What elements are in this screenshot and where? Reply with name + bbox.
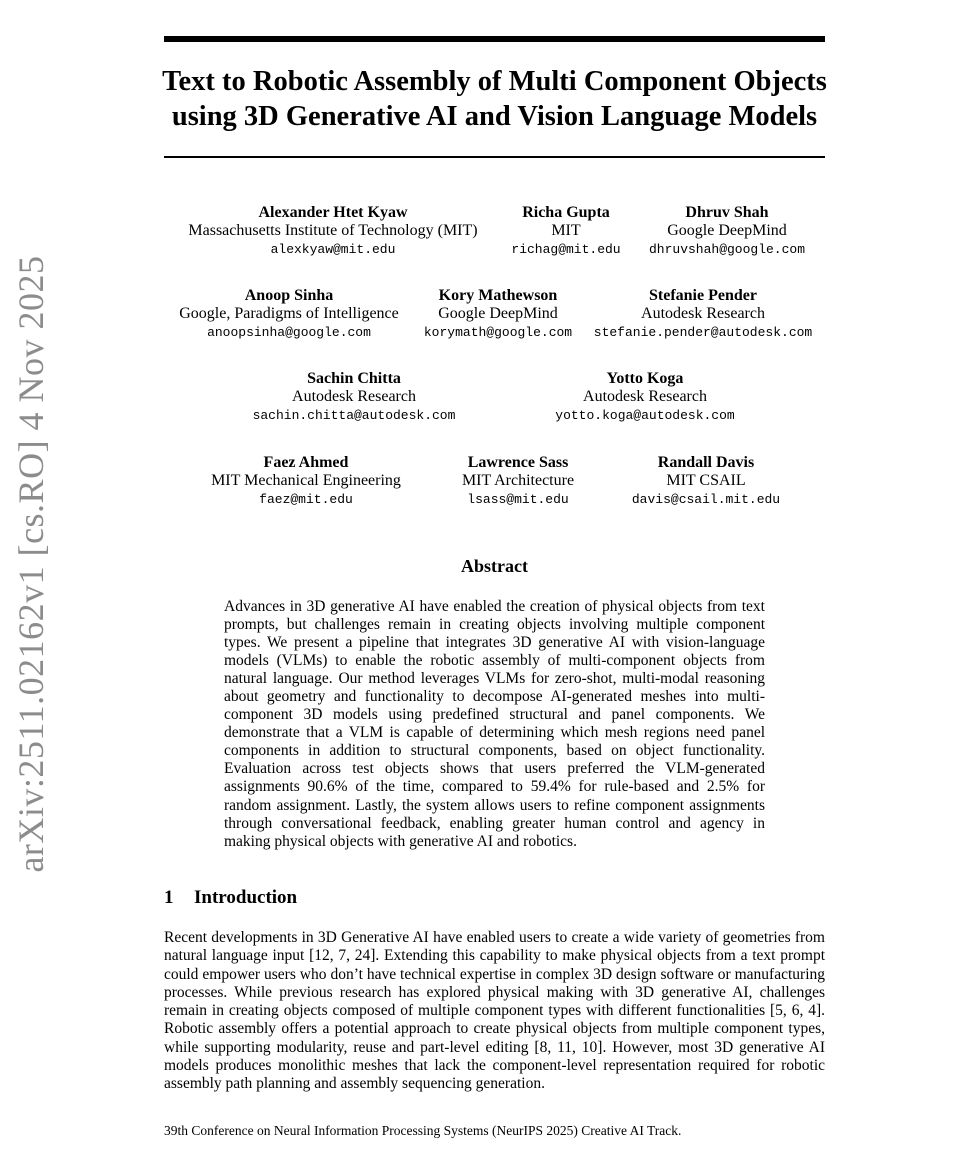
author-email[interactable]: stefanie.pender@autodesk.com: [593, 325, 813, 340]
author-name: Faez Ahmed: [263, 454, 349, 471]
author-block: [424, 287, 572, 343]
author-affiliation: Google DeepMind: [667, 222, 787, 239]
author-affiliation: Autodesk Research: [583, 388, 707, 405]
author-email[interactable]: faez@mit.edu: [259, 492, 353, 507]
title-top-rule: [164, 36, 825, 42]
author-affiliation: Autodesk Research: [641, 305, 765, 322]
section-heading-introduction: [164, 887, 297, 909]
author-affiliation: MIT Mechanical Engineering: [211, 472, 401, 489]
author-name: Dhruv Shah: [685, 204, 769, 221]
author-name: Stefanie Pender: [649, 287, 757, 304]
author-block: [511, 204, 620, 260]
author-name: Richa Gupta: [522, 204, 610, 221]
author-block: [594, 287, 812, 343]
abstract-heading: Abstract: [461, 556, 528, 576]
author-email[interactable]: alexkyaw@mit.edu: [270, 242, 396, 257]
author-name: Anoop Sinha: [244, 287, 334, 304]
author-affiliation: Autodesk Research: [292, 388, 416, 405]
author-block: [179, 287, 399, 343]
title-line-1: Text to Robotic Assembly of Multi Component Objects: [162, 66, 827, 97]
author-affiliation: Google DeepMind: [438, 305, 558, 322]
author-name: Lawrence Sass: [467, 454, 569, 471]
author-block: [649, 204, 805, 260]
conference-footnote: 39th Conference on Neural Information Processing Systems (NeurIPS 2025) Creative AI Track.: [164, 1123, 682, 1138]
arxiv-sidebar: [0, 0, 60, 1165]
author-email[interactable]: korymath@google.com: [423, 325, 573, 340]
author-email[interactable]: davis@csail.mit.edu: [631, 492, 781, 507]
paper-title: [150, 64, 839, 134]
title-bottom-rule: [164, 156, 825, 158]
author-email[interactable]: sachin.chitta@autodesk.com: [252, 408, 456, 423]
introduction-text: Recent developments in 3D Generative AI have enabled users to create a wide variety of geometries from natural language input [12, 7, 24]. Extending this capability to make physical objects from a text prompt could empower users who don’t have technical expertise in complex 3D design software or manufacturing processes. While previous research has explored physical making with 3D generative AI, challenges remain in creating objects composed of multiple component types with different functionalities [5, 6, 4]. Robotic assembly offers a potential approach to create physical objects from multiple component types, while supporting modularity, reuse and part-level editing [8, 11, 10]. However, most 3D generative AI models produces monolithic meshes that lack the component-level representation required for robotic assembly path planning and assembly sequencing generation.: [164, 929, 825, 1093]
author-affiliation: Google, Paradigms of Intelligence: [179, 305, 399, 322]
author-affiliation: Massachusetts Institute of Technology (MIT): [188, 222, 478, 239]
title-line-2: using 3D Generative AI and Vision Language Models: [171, 101, 818, 132]
section-title: Introduction: [194, 887, 298, 908]
author-affiliation: MIT Architecture: [461, 472, 575, 489]
abstract-text: Advances in 3D generative AI have enabled the creation of physical objects from text prompts, but challenges remain in creating objects involving multiple component types. We present a pipeline that integrates 3D generative AI with vision-language models (VLMs) to enable the robotic assembly of multi-component objects from natural language. Our method leverages VLMs for zero-shot, multi-modal reasoning about geometry and functionality to decompose AI-generated meshes into multi-component 3D models using predefined structural and panel components. We demonstrate that a VLM is capable of determining which mesh regions need panel components in addition to structural components, based on object functionality. Evaluation across test objects shows that users preferred the VLM-generated assignments 90.6% of the time, compared to 59.4% for rule-based and 2.5% for random assignment. Lastly, the system allows users to refine component assignments through conversational feedback, enabling greater human control and agency in making physical objects with generative AI and robotics.: [224, 598, 765, 850]
author-name: Alexander Htet Kyaw: [258, 204, 408, 221]
author-email[interactable]: yotto.koga@autodesk.com: [555, 408, 735, 423]
author-email[interactable]: dhruvshah@google.com: [648, 242, 806, 257]
author-block: [188, 204, 477, 260]
author-name: Randall Davis: [657, 454, 755, 471]
author-affiliation: MIT: [551, 222, 581, 239]
author-name: Yotto Koga: [606, 370, 684, 387]
author-name: Kory Mathewson: [438, 287, 558, 304]
author-name: Sachin Chitta: [307, 370, 401, 387]
author-block: [555, 370, 734, 426]
author-block: [462, 454, 574, 510]
author-block: [253, 370, 456, 426]
author-email[interactable]: richag@mit.edu: [511, 242, 621, 257]
arxiv-id-stamp: arXiv:2511.02162v1 [cs.RO] 4 Nov 2025: [11, 255, 51, 873]
author-email[interactable]: lsass@mit.edu: [467, 492, 569, 507]
section-number: 1: [164, 887, 174, 908]
author-affiliation: MIT CSAIL: [666, 472, 746, 489]
author-email[interactable]: anoopsinha@google.com: [207, 325, 371, 340]
author-block: [211, 454, 401, 510]
author-block: [632, 454, 780, 510]
